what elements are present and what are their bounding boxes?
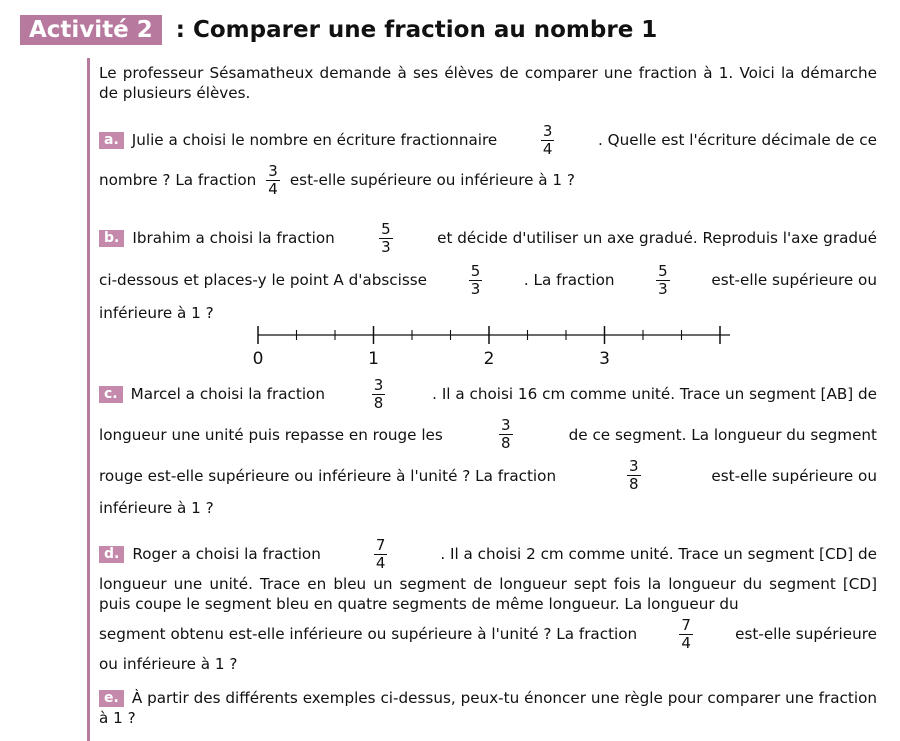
- axis-label: 3: [599, 349, 610, 369]
- text: nombre ? La fraction: [99, 171, 257, 189]
- activity-title: : Comparer une fraction au nombre 1: [175, 17, 658, 43]
- text: Marcel a choisi la fraction: [130, 385, 325, 403]
- text: Ibrahim a choisi la fraction: [132, 229, 335, 247]
- activity-header: [20, 14, 657, 46]
- activity-badge: Activité 2: [20, 15, 162, 45]
- fraction-3-4: [266, 163, 280, 198]
- text: segment obtenu est-elle inférieure ou supérieure à l'unité ? La fraction: [99, 625, 638, 643]
- question-d-line-3: [99, 614, 877, 654]
- fraction-7-4: [374, 537, 388, 572]
- question-a-line-2: [99, 160, 877, 200]
- question-letter: e.: [99, 690, 124, 707]
- question-a: [99, 120, 877, 200]
- question-b: [99, 217, 877, 325]
- question-d-line-1: [99, 534, 877, 574]
- question-c-line-1: [99, 374, 877, 414]
- text: est-elle supérieure: [735, 625, 877, 643]
- text: longueur une unité. Trace en bleu un segment de longueur sept fois la longueur du segment [CD] puis coupe le segment bleu en quatre segments de même longueur. La longueur du: [99, 575, 877, 613]
- graduated-number-line: [250, 322, 730, 370]
- question-d-line-2: [99, 574, 877, 614]
- text: inférieure à 1 ?: [99, 499, 214, 517]
- fraction-3-8: [499, 417, 513, 452]
- text: rouge est-elle supérieure ou inférieure à l'unité ? La fraction: [99, 466, 557, 485]
- question-c-line-3: [99, 455, 877, 496]
- text: ci-dessous et places-y le point A d'abscisse: [99, 271, 428, 289]
- text: est-elle supérieure ou: [711, 271, 877, 289]
- intro-text: Le professeur Sésamatheux demande à ses élèves de comparer une fraction à 1. Voici la démarche de plusieurs élèves.: [99, 64, 877, 102]
- denominator: 3: [381, 237, 391, 256]
- axis-label: 2: [483, 349, 495, 369]
- question-letter: c.: [99, 386, 123, 403]
- question-b-line-2: [99, 259, 877, 301]
- left-accent-bar: [87, 58, 90, 741]
- denominator: 8: [500, 434, 511, 452]
- text: Julie a choisi le nombre en écriture fractionnaire: [131, 131, 498, 149]
- question-b-line-1: [99, 217, 877, 259]
- numerator: 5: [470, 261, 481, 280]
- question-c: [99, 374, 877, 520]
- axis-label: 0: [252, 349, 264, 369]
- intro-paragraph: [99, 63, 877, 103]
- fraction-3-8: [372, 377, 386, 412]
- denominator: 3: [658, 279, 668, 298]
- text: . Il a choisi 16 cm comme unité. Trace un segment [AB] de: [432, 385, 877, 403]
- fraction-7-4: [679, 617, 693, 652]
- denominator: 4: [542, 139, 553, 158]
- question-a-line-1: [99, 120, 877, 160]
- fraction-3-4: [541, 123, 555, 158]
- denominator: 3: [470, 279, 481, 298]
- text: inférieure à 1 ?: [99, 304, 214, 322]
- fraction-5-3: [656, 263, 670, 298]
- text: Roger a choisi la fraction: [132, 545, 321, 563]
- question-e: [99, 688, 877, 728]
- numerator: 3: [268, 161, 278, 180]
- question-c-line-4: [99, 496, 877, 520]
- denominator: 8: [628, 475, 639, 493]
- text: . Quelle est l'écriture décimale de ce: [598, 131, 877, 149]
- question-letter: a.: [99, 132, 124, 149]
- text: . Il a choisi 2 cm comme unité. Trace un segment [CD] de: [440, 545, 877, 563]
- numerator: 7: [681, 615, 691, 634]
- question-c-line-2: [99, 414, 877, 455]
- numerator: 3: [628, 457, 639, 475]
- text: longueur une unité puis repasse en rouge les: [99, 425, 443, 444]
- fraction-3-8: [627, 458, 641, 493]
- numerator: 5: [658, 261, 668, 280]
- text: de ce segment. La longueur du segment: [568, 425, 877, 444]
- text: et décide d'utiliser un axe gradué. Reproduis l'axe gradué: [437, 229, 877, 247]
- fraction-5-3: [379, 221, 393, 256]
- question-letter: b.: [99, 230, 124, 247]
- text: À partir des différents exemples ci-dessus, peux-tu énoncer une règle pour comparer une fraction à 1 ?: [99, 689, 877, 727]
- denominator: 8: [373, 393, 384, 412]
- axis-label: 1: [368, 349, 379, 369]
- numerator: 7: [375, 535, 386, 554]
- denominator: 4: [681, 633, 691, 652]
- denominator: 4: [375, 553, 386, 572]
- question-d-line-4: [99, 654, 877, 674]
- denominator: 4: [268, 179, 278, 198]
- question-d: [99, 534, 877, 674]
- numerator: 3: [373, 375, 384, 394]
- text: est-elle supérieure ou: [711, 466, 877, 485]
- fraction-5-3: [469, 263, 483, 298]
- numerator: 5: [381, 219, 391, 238]
- question-letter: d.: [99, 546, 124, 563]
- text: est-elle supérieure ou inférieure à 1 ?: [289, 171, 575, 189]
- text: ou inférieure à 1 ?: [99, 655, 238, 673]
- numerator: 3: [542, 121, 553, 140]
- text: . La fraction: [523, 271, 615, 289]
- numerator: 3: [500, 416, 511, 434]
